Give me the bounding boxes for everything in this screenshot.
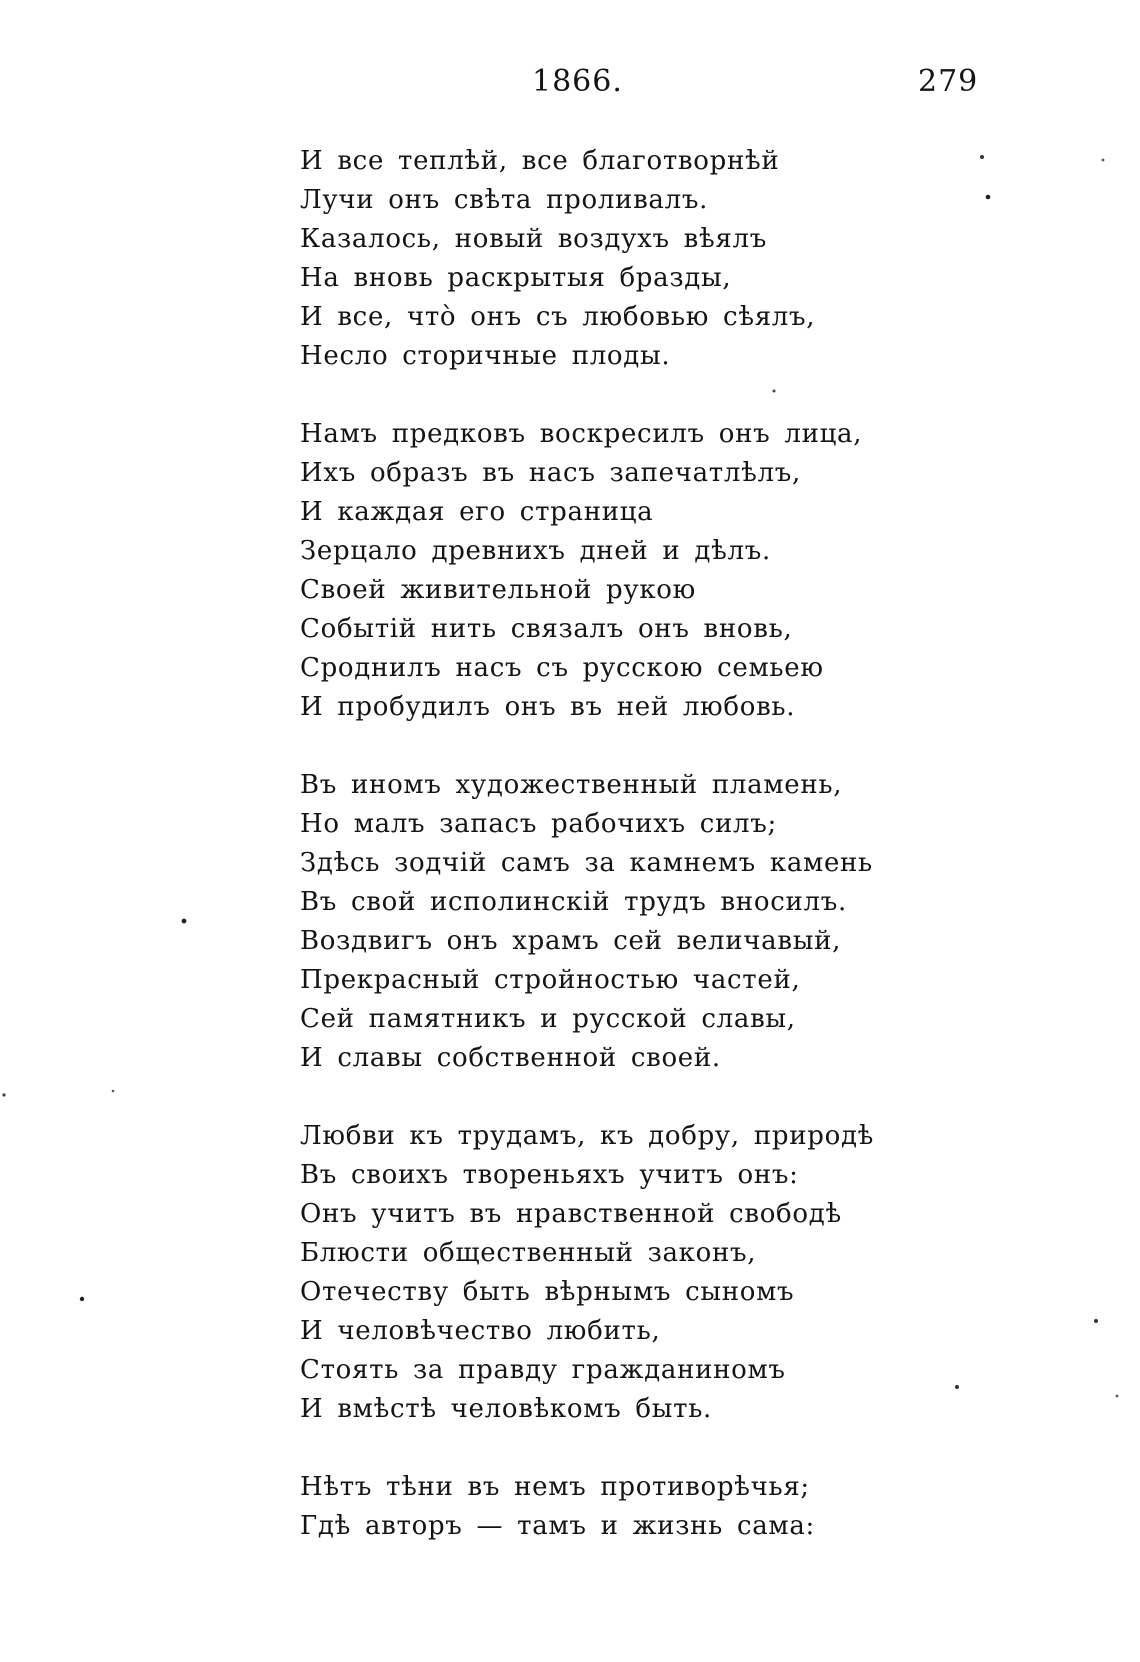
speck: [112, 1090, 115, 1093]
verse-line: Здѣсь зодчій самъ за камнемъ камень: [300, 848, 873, 878]
verse-line: Ихъ образъ въ насъ запечатлѣлъ,: [300, 458, 801, 488]
verse-line: Лучи онъ свѣта проливалъ.: [300, 185, 709, 215]
verse-line: Прекрасный стройностью частей,: [300, 965, 801, 995]
verse-line: Несло сторичные плоды.: [300, 341, 671, 371]
verse-line: И славы собственной своей.: [300, 1043, 721, 1073]
verse-line: И каждая его страница: [300, 497, 654, 527]
verse-line: И человѣчество любить,: [300, 1316, 661, 1346]
verse-line: И пробудилъ онъ въ ней любовь.: [300, 692, 796, 722]
stanza: [300, 766, 880, 1078]
stanza: [300, 415, 880, 727]
verse-line: Намъ предковъ воскресилъ онъ лица,: [300, 419, 863, 449]
speck: [986, 195, 991, 200]
verse-line: На вновь раскрытыя бразды,: [300, 263, 732, 293]
stanza: [300, 1117, 880, 1429]
verse-line: Въ иномъ художественный пламень,: [300, 770, 843, 800]
speck: [2, 1093, 5, 1096]
verse-line: И вмѣстѣ человѣкомъ быть.: [300, 1394, 713, 1424]
verse-line: Гдѣ авторъ — тамъ и жизнь сама:: [300, 1511, 815, 1541]
speck: [1116, 1395, 1119, 1398]
verse-line: Зерцало древнихъ дней и дѣлъ.: [300, 536, 771, 566]
verse-line: Любви къ трудамъ, къ добру, природѣ: [300, 1121, 875, 1151]
speck: [182, 919, 187, 924]
poem-body: [300, 142, 880, 1585]
verse-line: Въ свой исполинскій трудъ вносилъ.: [300, 887, 847, 917]
verse-line: Въ своихъ твореньяхъ учитъ онъ:: [300, 1160, 799, 1190]
speck: [955, 1385, 959, 1389]
verse-line: Но малъ запасъ рабочихъ силъ;: [300, 809, 777, 839]
stanza: [300, 1468, 880, 1546]
verse-line: Сей памятникъ и русской славы,: [300, 1004, 796, 1034]
header-year: 1866.: [532, 64, 623, 99]
speck: [80, 1297, 84, 1301]
page-number: 279: [918, 64, 979, 99]
verse-line: Нѣтъ тѣни въ немъ противорѣчья;: [300, 1472, 810, 1502]
verse-line: Воздвигъ онъ храмъ сей величавый,: [300, 926, 842, 956]
verse-line: Блюсти общественный законъ,: [300, 1238, 757, 1268]
verse-line: И все, чтò онъ съ любовью сѣялъ,: [300, 302, 816, 332]
stanza: [300, 142, 880, 376]
verse-line: Своей живительной рукою: [300, 575, 696, 605]
verse-line: Казалось, новый воздухъ вѣялъ: [300, 224, 767, 254]
speck: [1102, 159, 1105, 162]
verse-line: Стоять за правду гражданиномъ: [300, 1355, 786, 1385]
verse-line: Событій нить связалъ онъ вновь,: [300, 614, 793, 644]
verse-line: Отечеству быть вѣрнымъ сыномъ: [300, 1277, 795, 1307]
speck: [1094, 1319, 1098, 1323]
speck: [980, 155, 984, 159]
verse-line: И все теплѣй, все благотворнѣй: [300, 146, 780, 176]
verse-line: Онъ учитъ въ нравственной свободѣ: [300, 1199, 842, 1229]
verse-line: Сроднилъ насъ съ русскою семьею: [300, 653, 824, 683]
